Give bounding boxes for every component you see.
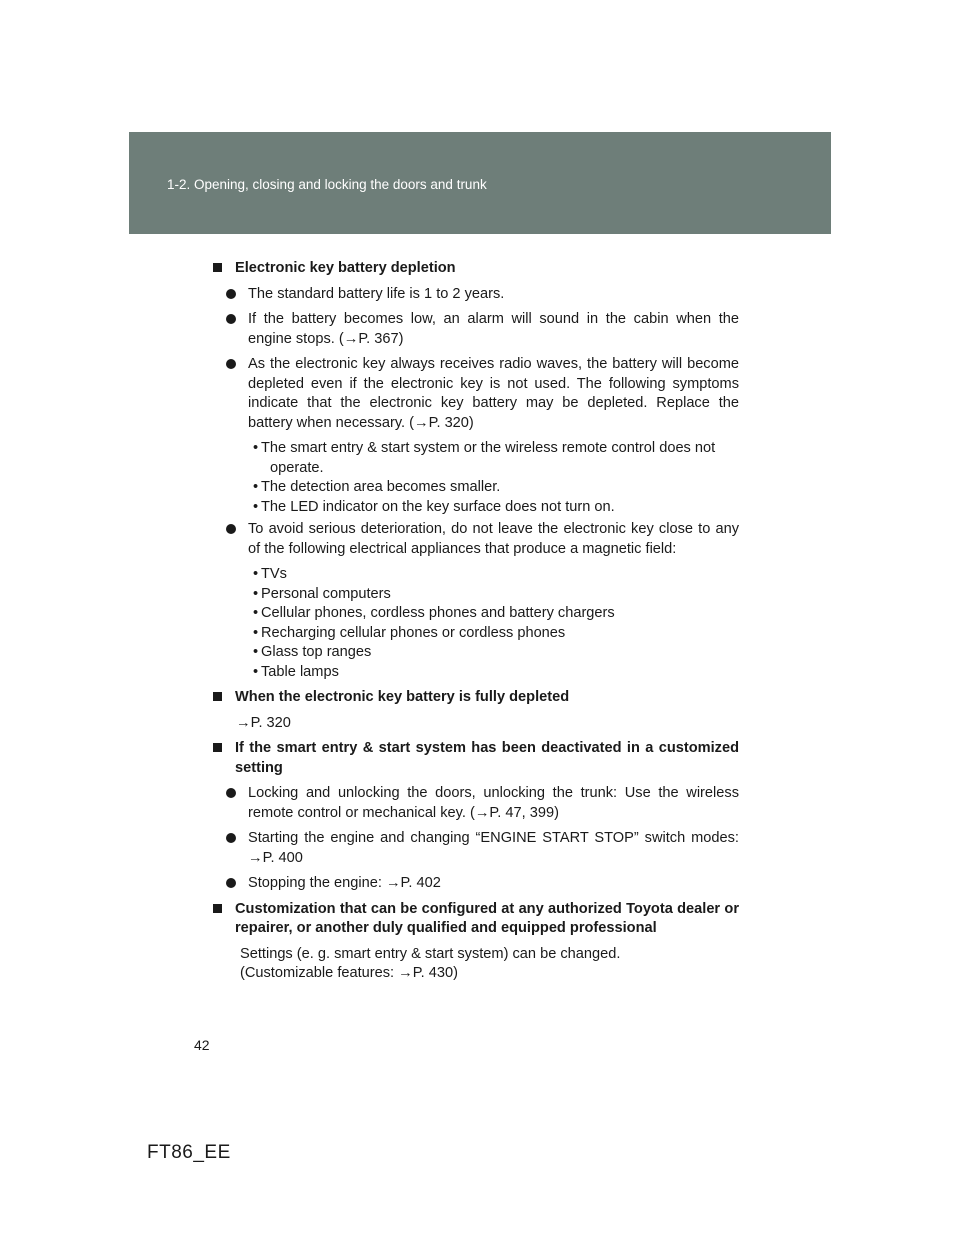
appliance-item — [209, 624, 739, 644]
paragraph-text: Locking and unlocking the doors, unlocking the trunk: Use the wireless remote control or mechanical key. (→P. 47, 399) — [248, 785, 739, 821]
square-bullet-icon — [213, 904, 222, 913]
section-heading-deactivated — [209, 739, 739, 778]
section-heading-fully-depleted — [209, 688, 739, 708]
dot-bullet: • — [253, 644, 259, 660]
bullet-paragraph — [209, 285, 739, 305]
bullet-paragraph — [209, 874, 739, 894]
circle-bullet-icon — [226, 359, 236, 369]
circle-bullet-icon — [226, 833, 236, 843]
paragraph-text: The standard battery life is 1 to 2 years. — [248, 285, 505, 302]
dot-bullet: • — [253, 566, 259, 582]
appliance-text: Recharging cellular phones or cordless phones — [261, 624, 566, 641]
appliance-item — [209, 604, 739, 624]
document-code: FT86_EE — [147, 1142, 231, 1163]
square-bullet-icon — [213, 692, 222, 701]
section-heading-text: When the electronic key battery is fully depleted — [235, 689, 570, 705]
appliance-item — [209, 565, 739, 585]
page-number: 42 — [194, 1037, 210, 1053]
dot-bullet: • — [253, 663, 259, 680]
dot-bullet: • — [253, 498, 259, 515]
chapter-title: 1-2. Opening, closing and locking the doors and trunk — [167, 177, 487, 192]
circle-bullet-icon — [226, 524, 236, 534]
square-bullet-icon — [213, 743, 222, 752]
symptom-text: The LED indicator on the key surface does not turn on. — [261, 498, 615, 515]
symptom-item-continuation — [209, 459, 739, 479]
dot-bullet: • — [253, 605, 259, 621]
customization-text: Settings (e. g. smart entry & start system) can be changed. — [240, 945, 621, 962]
appliance-text: Glass top ranges — [261, 644, 372, 660]
appliance-item — [209, 663, 739, 683]
dot-bullet: • — [253, 440, 259, 456]
paragraph-text: Stopping the engine: →P. 402 — [248, 875, 441, 891]
circle-bullet-icon — [226, 788, 236, 798]
chapter-header-band — [129, 132, 831, 234]
circle-bullet-icon — [226, 289, 236, 299]
paragraph-text: If the battery becomes low, an alarm will sound in the cabin when the engine stops. (→P. 367) — [248, 311, 739, 347]
page-reference: →P. 320 — [236, 714, 291, 731]
circle-bullet-icon — [226, 878, 236, 888]
paragraph-text: As the electronic key always receives radio waves, the battery will become depleted even if the electronic key is not used. The following symptoms indicate that the electronic key battery may be depleted. Replace the battery when necessary. (→P. 320) — [248, 356, 739, 431]
appliance-text: Cellular phones, cordless phones and battery chargers — [261, 605, 615, 621]
dot-bullet: • — [253, 479, 259, 495]
section-heading-battery-depletion — [209, 259, 739, 279]
appliance-text: TVs — [261, 566, 287, 582]
dot-bullet: • — [253, 624, 259, 641]
square-bullet-icon — [213, 263, 222, 272]
symptom-text: The detection area becomes smaller. — [261, 479, 501, 495]
dot-bullet: • — [253, 585, 259, 602]
symptom-text: operate. — [270, 459, 324, 476]
appliance-text: Table lamps — [261, 663, 339, 680]
bullet-paragraph — [209, 829, 739, 868]
section-heading-text: If the smart entry & start system has been deactivated in a customized setting — [235, 740, 739, 776]
bullet-paragraph — [209, 355, 739, 433]
appliance-item — [209, 643, 739, 663]
section-heading-text: Electronic key battery depletion — [235, 260, 456, 276]
symptom-item — [209, 478, 739, 498]
page-content — [209, 259, 739, 984]
bullet-paragraph — [209, 310, 739, 349]
section-heading-text: Customization that can be configured at any authorized Toyota dealer or repairer, or another duly qualified and equipped professional — [235, 900, 739, 936]
customization-reference: (Customizable features: →P. 430) — [240, 965, 458, 981]
section-heading-customization — [209, 900, 739, 939]
circle-bullet-icon — [226, 314, 236, 324]
bullet-paragraph — [209, 520, 739, 559]
symptom-item — [209, 439, 739, 459]
symptom-text: The smart entry & start system or the wireless remote control does not — [261, 440, 716, 456]
paragraph-text: Starting the engine and changing “ENGINE START STOP” switch modes: →P. 400 — [248, 830, 739, 866]
appliance-item — [209, 585, 739, 605]
bullet-paragraph — [209, 784, 739, 823]
symptom-item — [209, 498, 739, 518]
paragraph-text: To avoid serious deterioration, do not leave the electronic key close to any of the following electrical appliances that produce a magnetic field: — [248, 521, 739, 557]
appliance-text: Personal computers — [261, 585, 391, 602]
